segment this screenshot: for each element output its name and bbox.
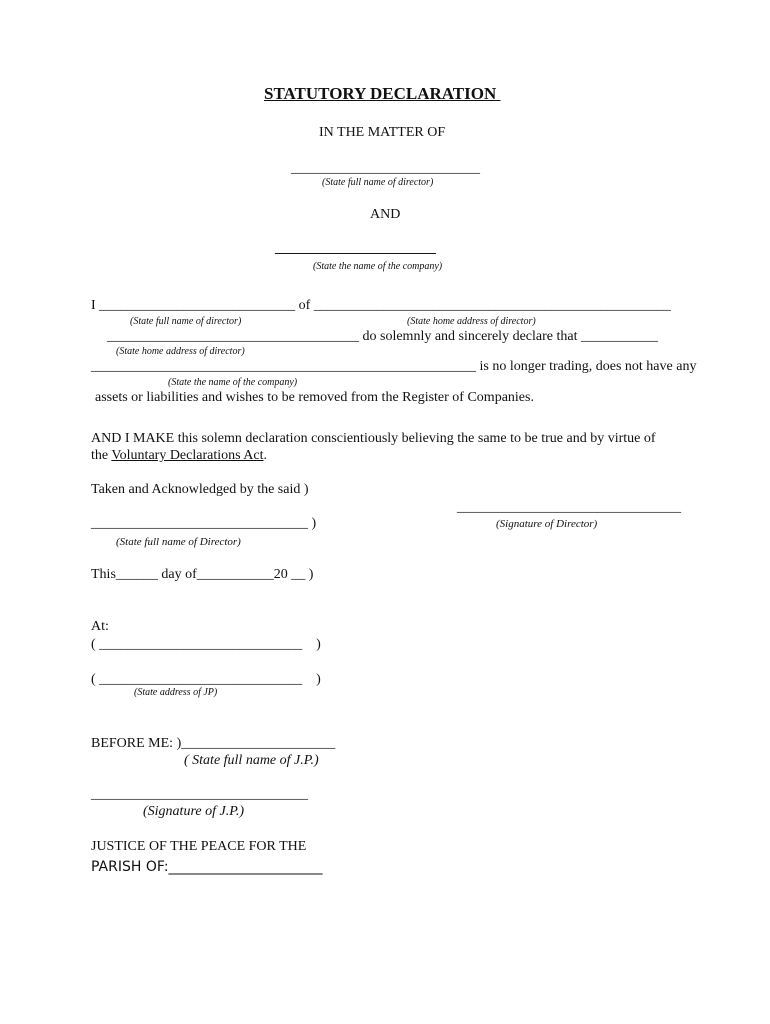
company-hint: (State the name of the company)	[168, 377, 298, 388]
director-name-hint: (State full name of director)	[322, 177, 434, 188]
parish-line	[91, 860, 323, 874]
jp-address-hint: (State address of JP)	[134, 687, 218, 698]
declarant-address-hint: (State home address of director)	[407, 316, 536, 327]
act-name: Voluntary Declarations Act	[111, 448, 264, 463]
jp-signature-label: (Signature of J.P.)	[143, 804, 245, 819]
parish-blank[interactable]: ______________________	[168, 859, 323, 875]
director-signature-blank[interactable]: ________________________________	[457, 500, 681, 515]
and-heading: AND	[370, 207, 401, 222]
period: .	[263, 448, 268, 463]
taken-acknowledged-text: Taken and Acknowledged by the said )	[91, 482, 309, 497]
date-line[interactable]: This______ day of___________20 __ )	[91, 567, 314, 582]
jp-name-hint: ( State full name of J.P.)	[184, 753, 319, 768]
address-declare-line[interactable]: ____________________________________ do solemnly and sincerely declare that ___________	[107, 329, 658, 344]
address-hint: (State home address of director)	[116, 346, 245, 357]
company-trading-line[interactable]: _______________________________________________________ is no longer trading, does not have any	[91, 359, 697, 374]
assets-line: assets or liabilities and wishes to be removed from the Register of Companies.	[95, 390, 534, 405]
justice-heading: JUSTICE OF THE PEACE FOR THE	[91, 839, 307, 854]
declarant-line[interactable]: I ____________________________ of ___________________________________________________	[91, 298, 671, 313]
at-label: At:	[91, 619, 109, 634]
declarant-name-hint: (State full name of director)	[130, 316, 242, 327]
before-me-line[interactable]: BEFORE ME: )______________________	[91, 736, 336, 751]
matter-of-heading: IN THE MATTER OF	[319, 125, 446, 140]
make-declaration-text: AND I MAKE this solemn declaration conscientiously believing the same to be true and by virtue of	[91, 431, 656, 446]
director-name-blank[interactable]: ___________________________	[291, 161, 480, 176]
director-full-name-blank[interactable]: _______________________________ )	[91, 516, 317, 531]
company-name-blank[interactable]: _______________________	[275, 241, 436, 256]
jp-address-line-2[interactable]: ( _____________________________ )	[91, 672, 321, 687]
jp-address-line-1[interactable]: ( _____________________________ )	[91, 637, 321, 652]
document-title: STATUTORY DECLARATION	[264, 84, 501, 103]
the-word: the	[91, 448, 112, 463]
director-full-name-hint: (State full name of Director)	[116, 536, 241, 548]
director-signature-label: (Signature of Director)	[496, 518, 598, 530]
parish-label: PARISH OF:	[91, 859, 169, 875]
company-name-hint: (State the name of the company)	[313, 261, 443, 272]
act-reference-line	[91, 449, 267, 463]
jp-signature-blank[interactable]: _______________________________	[91, 787, 308, 802]
